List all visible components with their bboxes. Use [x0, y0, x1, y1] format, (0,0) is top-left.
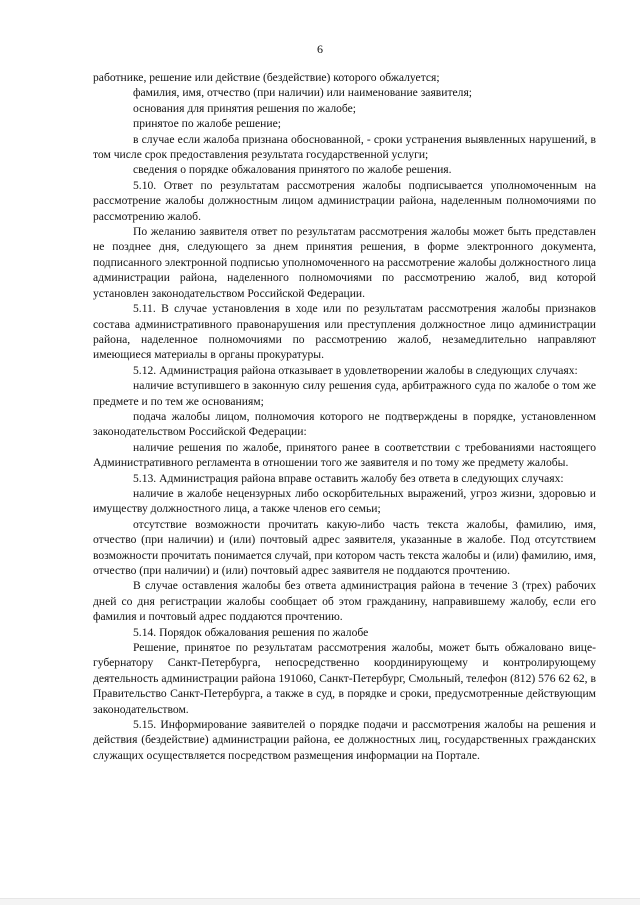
paragraph: наличие в жалобе нецензурных либо оскорбительных выражений, угроз жизни, здоровью и имуществу должностного лица, а также членов его семьи; — [93, 486, 596, 516]
paragraph: отсутствие возможности прочитать какую-либо часть текста жалобы, фамилию, имя, отчество (при наличии) и (или) почтовый адрес заявителя, указанные в жалобе. Под отсутствием возможности прочитать понимается случай, при котором часть текста жалобы и (или) фамилию, имя, отчество (при наличии) и (или) почтовый адрес заявителя не поддаются прочтению. — [93, 517, 596, 577]
paragraph: наличие решения по жалобе, принятого ранее в соответствии с требованиями настоящего Административного регламента в отношении того же заявителя и по тому же предмету жалобы. — [93, 440, 596, 470]
paragraph: принятое по жалобе решение; — [133, 117, 281, 131]
paragraph: фамилия, имя, отчество (при наличии) или наименование заявителя; — [133, 86, 473, 100]
paragraph: подача жалобы лицом, полномочия которого не подтверждены в порядке, установленном законодательством Российской Федерации: — [93, 409, 596, 439]
scan-bottom-edge — [0, 898, 640, 905]
paragraph: 5.13. Администрация района вправе оставить жалобу без ответа в следующих случаях: — [133, 471, 564, 485]
paragraph: 5.10. Ответ по результатам рассмотрения жалобы подписывается уполномоченным на рассмотрение жалобы должностным лицом администрации района, наделенным полномочиями по рассмотрению жалоб. — [93, 178, 596, 223]
paragraph: 5.12. Администрация района отказывает в удовлетворении жалобы в следующих случаях: — [133, 363, 578, 377]
paragraph: основания для принятия решения по жалобе; — [133, 101, 357, 115]
paragraph: в случае если жалоба признана обоснованной, - сроки устранения выявленных нарушений, в том числе срок предоставления результата государственной услуги; — [93, 132, 596, 162]
paragraph: По желанию заявителя ответ по результатам рассмотрения жалобы может быть представлен не позднее дня, следующего за днем принятия решения, в форме электронного документа, подписанного электронной подписью уполномоченного на рассмотрение жалобы должностного лица администрации района, наделенного полномочиями по рассмотрению жалоб, вид которой установлен законодательством Российской Федерации. — [93, 225, 596, 300]
paragraph: 5.15. Информирование заявителей о порядке подачи и рассмотрения жалобы на решения и действия (бездействие) администрации района, ее должностных лиц, государственных гражданских служащих осуществляется посредством размещения информации на Портале. — [93, 718, 596, 762]
paragraph: наличие вступившего в законную силу решения суда, арбитражного суда по жалобе о том же предмете и по тем же основаниям; — [93, 379, 596, 408]
paragraph: 5.11. В случае установления в ходе или по результатам рассмотрения жалобы признаков состава административного правонарушения или преступления должностное лицо администрации района, наделенное полномочиями по рассмотрению жалоб, незамедлительно направляют имеющиеся материалы в органы прокуратуры. — [93, 302, 596, 362]
paragraph: Решение, принятое по результатам рассмотрения жалобы, может быть обжаловано вице-губернатору Санкт-Петербурга, непосредственно координирующему и контролирующему деятельность администрации района 191060, Санкт-Петербург, Смольный, телефон (812) 576 62 62, в Правительство Санкт-Петербурга, а также в суд, в порядке и сроки, предусмотренные действующим законодательством. — [93, 641, 596, 716]
paragraph: сведения о порядке обжалования принятого по жалобе решения. — [133, 163, 452, 177]
paragraph: работнике, решение или действие (бездействие) которого обжалуется; — [93, 71, 440, 84]
paragraph: В случае оставления жалобы без ответа администрация района в течение 3 (трех) рабочих дней со дня регистрации жалобы сообщает об этом гражданину, направившему жалобу, если его фамилия и почтовый адрес поддаются прочтению. — [93, 579, 596, 624]
paragraph: 5.14. Порядок обжалования решения по жалобе — [133, 625, 369, 639]
page-number: 6 — [317, 42, 323, 56]
document-body — [93, 70, 596, 763]
